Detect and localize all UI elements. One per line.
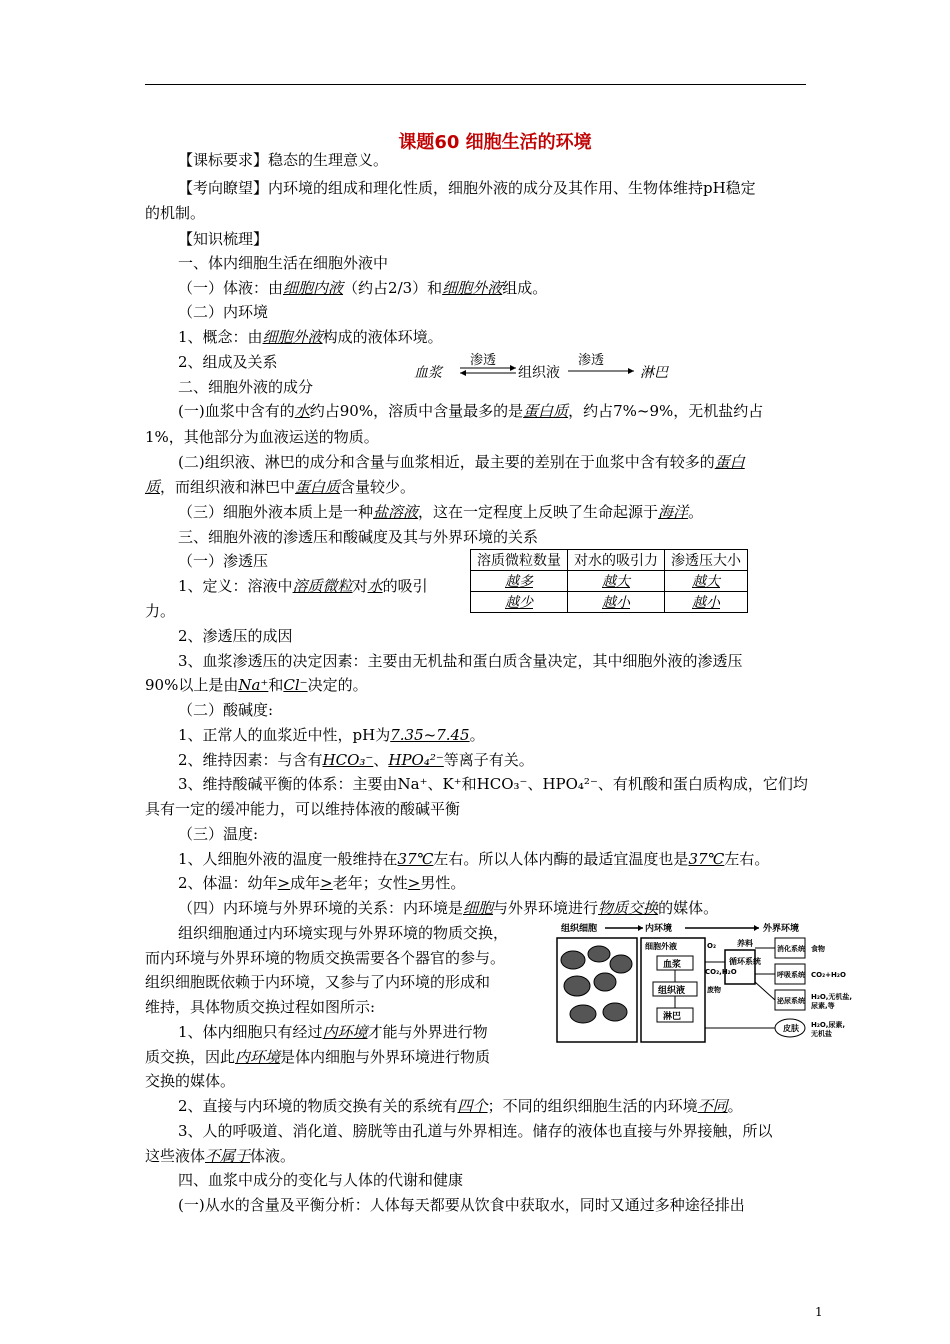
text-line: （三）温度: — [178, 825, 259, 843]
text-line: 1、定义：溶液中溶质微粒对水的吸引 — [178, 577, 428, 595]
label-circulatory: 循环系统 — [729, 957, 761, 966]
label-resp-out: CO₂+H₂O — [811, 971, 846, 979]
text-line: 质交换，因此内环境是体内细胞与外界环境进行物质 — [145, 1048, 491, 1066]
text-line: 1、概念：由细胞外液构成的液体环境。 — [178, 328, 443, 346]
label-nutrients: 养料 — [737, 939, 753, 948]
text-line: 1%，其他部分为血液运送的物质。 — [145, 428, 379, 446]
table-cell: 越小 — [665, 592, 748, 613]
text-line: 【课标要求】稳态的生理意义。 — [178, 151, 389, 169]
text-line: 3、人的呼吸道、消化道、膀胱等由孔道与外界相连。储存的液体也直接与外界接触，所以 — [178, 1122, 773, 1140]
label-urine-out-1: H₂O,无机盐, — [811, 993, 853, 1001]
flow-arrow-label-1: 渗透 — [470, 353, 497, 368]
label-urine-out-2: 尿素,等 — [811, 1002, 835, 1010]
label-food: 食物 — [811, 945, 825, 953]
cell-shape — [603, 1003, 627, 1021]
text-line: 三、细胞外液的渗透压和酸碱度及其与外界环境的关系 — [178, 528, 539, 546]
table-row — [471, 592, 748, 613]
circulatory-box — [725, 950, 755, 984]
cell-shape — [564, 976, 590, 996]
text-line: 这些液体不属于体液。 — [145, 1147, 296, 1165]
label-ecf: 细胞外液 — [645, 942, 677, 951]
text-line: 90%以上是由Na⁺和Cl⁻决定的。 — [145, 676, 368, 694]
text-line: 力。 — [145, 602, 176, 620]
table-header: 对水的吸引力 — [568, 550, 665, 571]
table-cell: 越少 — [471, 592, 568, 613]
text-line: 交换的媒体。 — [145, 1072, 236, 1090]
label-urinary: 泌尿系统 — [777, 997, 805, 1005]
table-row — [471, 571, 748, 592]
label-skin-out-1: H₂O,尿素, — [811, 1021, 846, 1029]
cell-shape — [610, 955, 632, 973]
header-rule — [145, 84, 806, 85]
flow-lymph: 淋巴 — [640, 365, 668, 381]
table-header-row — [471, 550, 748, 571]
text-line: 1、体内细胞只有经过内环境才能与外界进行物 — [178, 1023, 488, 1041]
page-number: 1 — [815, 1305, 823, 1319]
text-line: 3、维持酸碱平衡的体系：主要由Na⁺、K⁺和HCO₃⁻、HPO₄²⁻、有机酸和蛋白质构成，它们均 — [178, 775, 808, 793]
text-line: 2、组成及关系 — [178, 353, 278, 371]
text-line: 2、渗透压的成因 — [178, 627, 293, 645]
table-cell: 越大 — [665, 571, 748, 592]
text-line: 具有一定的缓冲能力，可以维持体液的酸碱平衡 — [145, 800, 461, 818]
text-line: 质，而组织液和淋巴中蛋白质含量较少。 — [145, 478, 416, 496]
text-line: （三）细胞外液本质上是一种盐溶液，这在一定程度上反映了生命起源于海洋。 — [178, 503, 704, 521]
label-internal-env: 内环境 — [645, 924, 673, 934]
text-line: 2、体温：幼年>成年>老年；女性>男性。 — [178, 874, 466, 892]
page-title: 课题60 细胞生活的环境 — [398, 132, 592, 153]
text-line: （二）内环境 — [178, 303, 269, 321]
table-cell: 越多 — [471, 571, 568, 592]
text-line: （四）内环境与外界环境的关系：内环境是细胞与外界环境进行物质交换的媒体。 — [178, 899, 719, 917]
flow-plasma: 血浆 — [414, 365, 442, 381]
text-line: 1、正常人的血浆近中性，pH为7.35~7.45。 — [178, 726, 485, 744]
cell-shape — [594, 973, 616, 991]
text-line: 1、人细胞外液的温度一般维持在37℃左右。所以人体内酶的最适宜温度也是37℃左右。 — [178, 850, 770, 868]
text-line: 一、体内细胞生活在细胞外液中 — [178, 254, 389, 272]
cell-shape — [570, 1005, 596, 1023]
label-co2h2o: CO₂,H₂O — [705, 968, 737, 976]
label-skin: 皮肤 — [783, 1024, 799, 1033]
label-o2: O₂ — [707, 942, 717, 950]
label-respiratory: 呼吸系统 — [777, 971, 805, 979]
text-line: (一)从水的含量及平衡分析：人体每天都要从饮食中获取水，同时又通过多种途径排出 — [178, 1196, 745, 1214]
text-line: 四、血浆中成分的变化与人体的代谢和健康 — [178, 1171, 464, 1189]
table-header: 溶质微粒数量 — [471, 550, 568, 571]
flow-arrow-label-2: 渗透 — [578, 353, 605, 368]
text-line: 二、细胞外液的成分 — [178, 378, 314, 396]
label-tissue-fluid: 组织液 — [658, 986, 686, 996]
text-line: （一）渗透压 — [178, 552, 269, 570]
text-line: （一）体液：由细胞内液（约占2/3）和细胞外液组成。 — [178, 279, 548, 297]
label-digestive: 消化系统 — [777, 945, 805, 953]
text-line: （二）酸碱度: — [178, 701, 274, 719]
fluid-relation-diagram — [412, 352, 682, 384]
text-line: 2、维持因素：与含有HCO₃⁻、HPO₄²⁻等离子有关。 — [178, 751, 534, 769]
text-line: 维持，具体物质交换过程如图所示: — [145, 998, 376, 1016]
cell-shape — [561, 951, 585, 969]
material-exchange-diagram — [555, 920, 855, 1050]
table-cell: 越大 — [568, 571, 665, 592]
label-tissue-cell: 组织细胞 — [561, 924, 598, 934]
cell-shape — [588, 946, 610, 962]
text-line: 【考向瞭望】内环境的组成和理化性质，细胞外液的成分及其作用、生物体维持pH稳定 — [178, 179, 756, 197]
label-external-env: 外界环境 — [763, 924, 800, 934]
table-cell: 越小 — [568, 592, 665, 613]
text-line: 组织细胞通过内环境实现与外界环境的物质交换， — [178, 924, 509, 942]
label-plasma: 血浆 — [663, 960, 682, 970]
table-header: 渗透压大小 — [665, 550, 748, 571]
text-line: (二)组织液、淋巴的成分和含量与血浆相近，最主要的差别在于血浆中含有较多的蛋白 — [178, 453, 745, 471]
osmotic-table — [470, 549, 748, 613]
text-line: 2、直接与内环境的物质交换有关的系统有四个；不同的组织细胞生活的内环境不同。 — [178, 1097, 743, 1115]
text-line: (一)血浆中含有的水约占90%，溶质中含量最多的是蛋白质，约占7%~9%，无机盐约占 — [178, 402, 764, 420]
flow-tissue: 组织液 — [518, 365, 560, 381]
label-skin-out-2: 无机盐 — [811, 1030, 832, 1038]
label-lymph: 淋巴 — [663, 1012, 682, 1022]
text-line: 组织细胞既依赖于内环境，又参与了内环境的形成和 — [145, 973, 491, 991]
label-waste: 废物 — [707, 986, 721, 994]
text-line: 【知识梳理】 — [178, 230, 269, 248]
text-line: 而内环境与外界环境的物质交换需要各个器官的参与。 — [145, 949, 506, 967]
text-line: 3、血浆渗透压的决定因素：主要由无机盐和蛋白质含量决定，其中细胞外液的渗透压 — [178, 652, 743, 670]
text-line: 的机制。 — [145, 204, 206, 222]
